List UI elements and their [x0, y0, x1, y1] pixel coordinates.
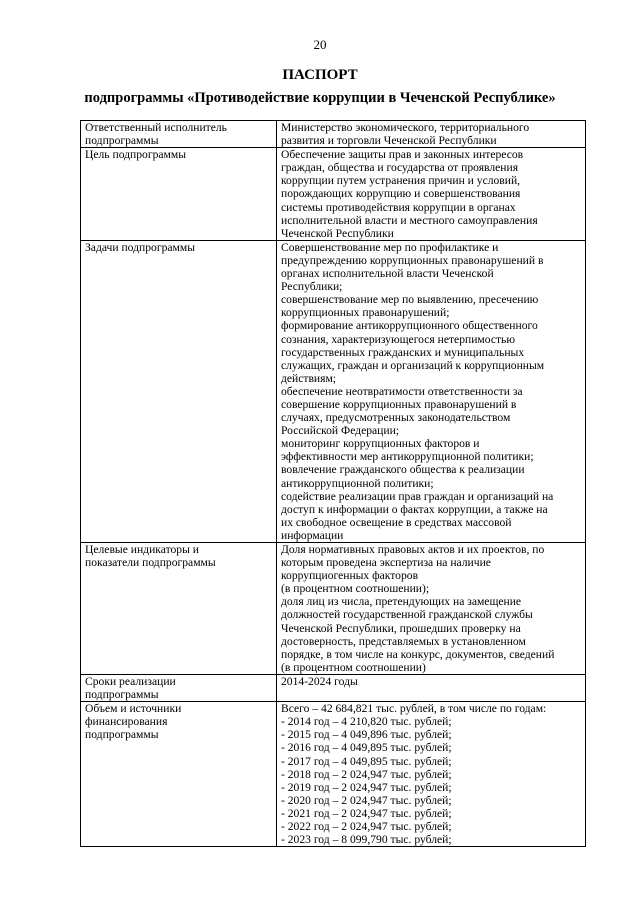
value-line: Всего – 42 684,821 тыс. рублей, в том числе по годам:: [281, 702, 547, 716]
value-line: мониторинг коррупционных факторов и: [281, 437, 480, 451]
table-row: [81, 543, 586, 675]
row-label-cell: [81, 240, 277, 542]
label-line: подпрограммы: [85, 688, 159, 702]
value-line: коррупционных правонарушений;: [281, 306, 450, 320]
value-line: совершенствование мер по выявлению, пресечению: [281, 293, 539, 307]
row-label-cell: [81, 121, 277, 148]
value-line: эффективности мер антикоррупционной политики;: [281, 450, 534, 464]
row-value-cell: [277, 702, 586, 847]
label-line: Ответственный исполнитель: [85, 121, 227, 134]
value-line: - 2018 год – 2 024,947 тыс. рублей;: [281, 767, 452, 781]
value-line: - 2020 год – 2 024,947 тыс. рублей;: [281, 793, 452, 807]
label-line: Целевые индикаторы и: [85, 543, 199, 556]
value-line: 2014-2024 годы: [281, 674, 358, 688]
value-line: - 2022 год – 2 024,947 тыс. рублей;: [281, 819, 452, 833]
value-line: - 2021 год – 2 024,947 тыс. рублей;: [281, 806, 452, 820]
value-line: - 2015 год – 4 049,896 тыс. рублей;: [281, 728, 452, 742]
row-label-cell: [81, 702, 277, 847]
value-line: которым проведена экспертиза на наличие: [281, 556, 491, 570]
value-line: коррупции путем устранения причин и условий,: [281, 174, 521, 188]
row-value-cell: [277, 543, 586, 675]
value-line: доступ к информации о фактах коррупции, а также на: [281, 502, 548, 516]
value-line: случаях, предусмотренных законодательством: [281, 411, 511, 425]
value-line: граждан, общества и государства от проявления: [281, 161, 519, 175]
label-line: Объем и источники: [85, 702, 182, 716]
document-subtitle: подпрограммы «Противодействие коррупции в Чеченской Республике»: [84, 90, 556, 106]
row-value-cell: [277, 674, 586, 701]
label-line: Сроки реализации: [85, 674, 176, 688]
table-row: [81, 121, 586, 148]
value-line: Министерство экономического, территориального: [281, 121, 530, 134]
value-line: исполнительной власти и местного самоуправления: [281, 213, 538, 227]
label-line: подпрограммы: [85, 728, 159, 742]
value-line: антикоррупционной политики;: [281, 476, 434, 490]
value-line: - 2016 год – 4 049,895 тыс. рублей;: [281, 741, 452, 755]
value-line: предупреждению коррупционных правонарушений в: [281, 253, 544, 267]
value-line: - 2014 год – 4 210,820 тыс. рублей;: [281, 715, 452, 729]
row-label-cell: [81, 148, 277, 241]
table-row: [81, 702, 586, 847]
value-line: совершение коррупционных правонарушений в: [281, 397, 517, 411]
row-label-cell: [81, 543, 277, 675]
table-row: [81, 674, 586, 701]
document-title: ПАСПОРТ: [282, 67, 358, 83]
value-line: - 2023 год – 8 099,790 тыс. рублей;: [281, 833, 452, 847]
value-line: коррупциогенных факторов: [281, 569, 419, 583]
value-line: информации: [281, 528, 344, 542]
label-line: Задачи подпрограммы: [85, 240, 195, 254]
value-line: доля лиц из числа, претендующих на замещение: [281, 595, 522, 609]
value-line: - 2017 год – 4 049,895 тыс. рублей;: [281, 754, 452, 768]
table-row: [81, 148, 586, 241]
value-line: Чеченской Республики: [281, 226, 394, 240]
value-line: развития и торговли Чеченской Республики: [281, 134, 497, 148]
value-line: государственных гражданских и муниципальных: [281, 345, 525, 359]
value-line: вовлечение гражданского общества к реализации: [281, 463, 525, 477]
value-line: сознания, характеризующегося нетерпимостью: [281, 332, 515, 346]
value-line: (в процентном соотношении): [281, 660, 426, 674]
label-line: подпрограммы: [85, 134, 159, 148]
value-line: Чеченской Республики, прошедших проверку на: [281, 621, 521, 635]
value-line: Совершенствование мер по профилактике и: [281, 240, 499, 254]
row-label-cell: [81, 674, 277, 701]
label-line: показатели подпрограммы: [85, 556, 216, 570]
label-line: финансирования: [85, 715, 168, 729]
table-row: [81, 240, 586, 542]
value-line: Российской Федерации;: [281, 424, 400, 438]
value-line: служащих, граждан и организаций к коррупционным: [281, 358, 545, 372]
value-line: обеспечение неотвратимости ответственности за: [281, 384, 523, 398]
value-line: порождающих коррупцию и совершенствования: [281, 187, 521, 201]
value-line: Доля нормативных правовых актов и их проектов, по: [281, 543, 545, 556]
value-line: формирование антикоррупционного общественного: [281, 319, 538, 333]
value-line: (в процентном соотношении);: [281, 582, 430, 596]
page-number: 20: [313, 37, 327, 52]
value-line: содействие реализации прав граждан и организаций на: [281, 489, 554, 503]
value-line: - 2019 год – 2 024,947 тыс. рублей;: [281, 780, 452, 794]
value-line: порядке, в том числе на конкурс, документов, сведений: [281, 647, 555, 661]
value-line: должностей государственной гражданской службы: [281, 608, 533, 622]
row-value-cell: [277, 121, 586, 148]
value-line: системы противодействия коррупции в органах: [281, 200, 516, 214]
value-line: органах исполнительной власти Чеченской: [281, 267, 494, 281]
value-line: действиям;: [281, 371, 337, 385]
value-line: достоверность, представляемых в установленном: [281, 634, 526, 648]
value-line: их свободное освещение в средствах массовой: [281, 515, 512, 529]
value-line: Обеспечение защиты прав и законных интересов: [281, 148, 524, 162]
value-line: Республики;: [281, 280, 343, 294]
passport-table: [80, 120, 586, 847]
passport-table-body: [81, 121, 586, 847]
row-value-cell: [277, 148, 586, 241]
label-line: Цель подпрограммы: [85, 148, 187, 162]
row-value-cell: [277, 240, 586, 542]
